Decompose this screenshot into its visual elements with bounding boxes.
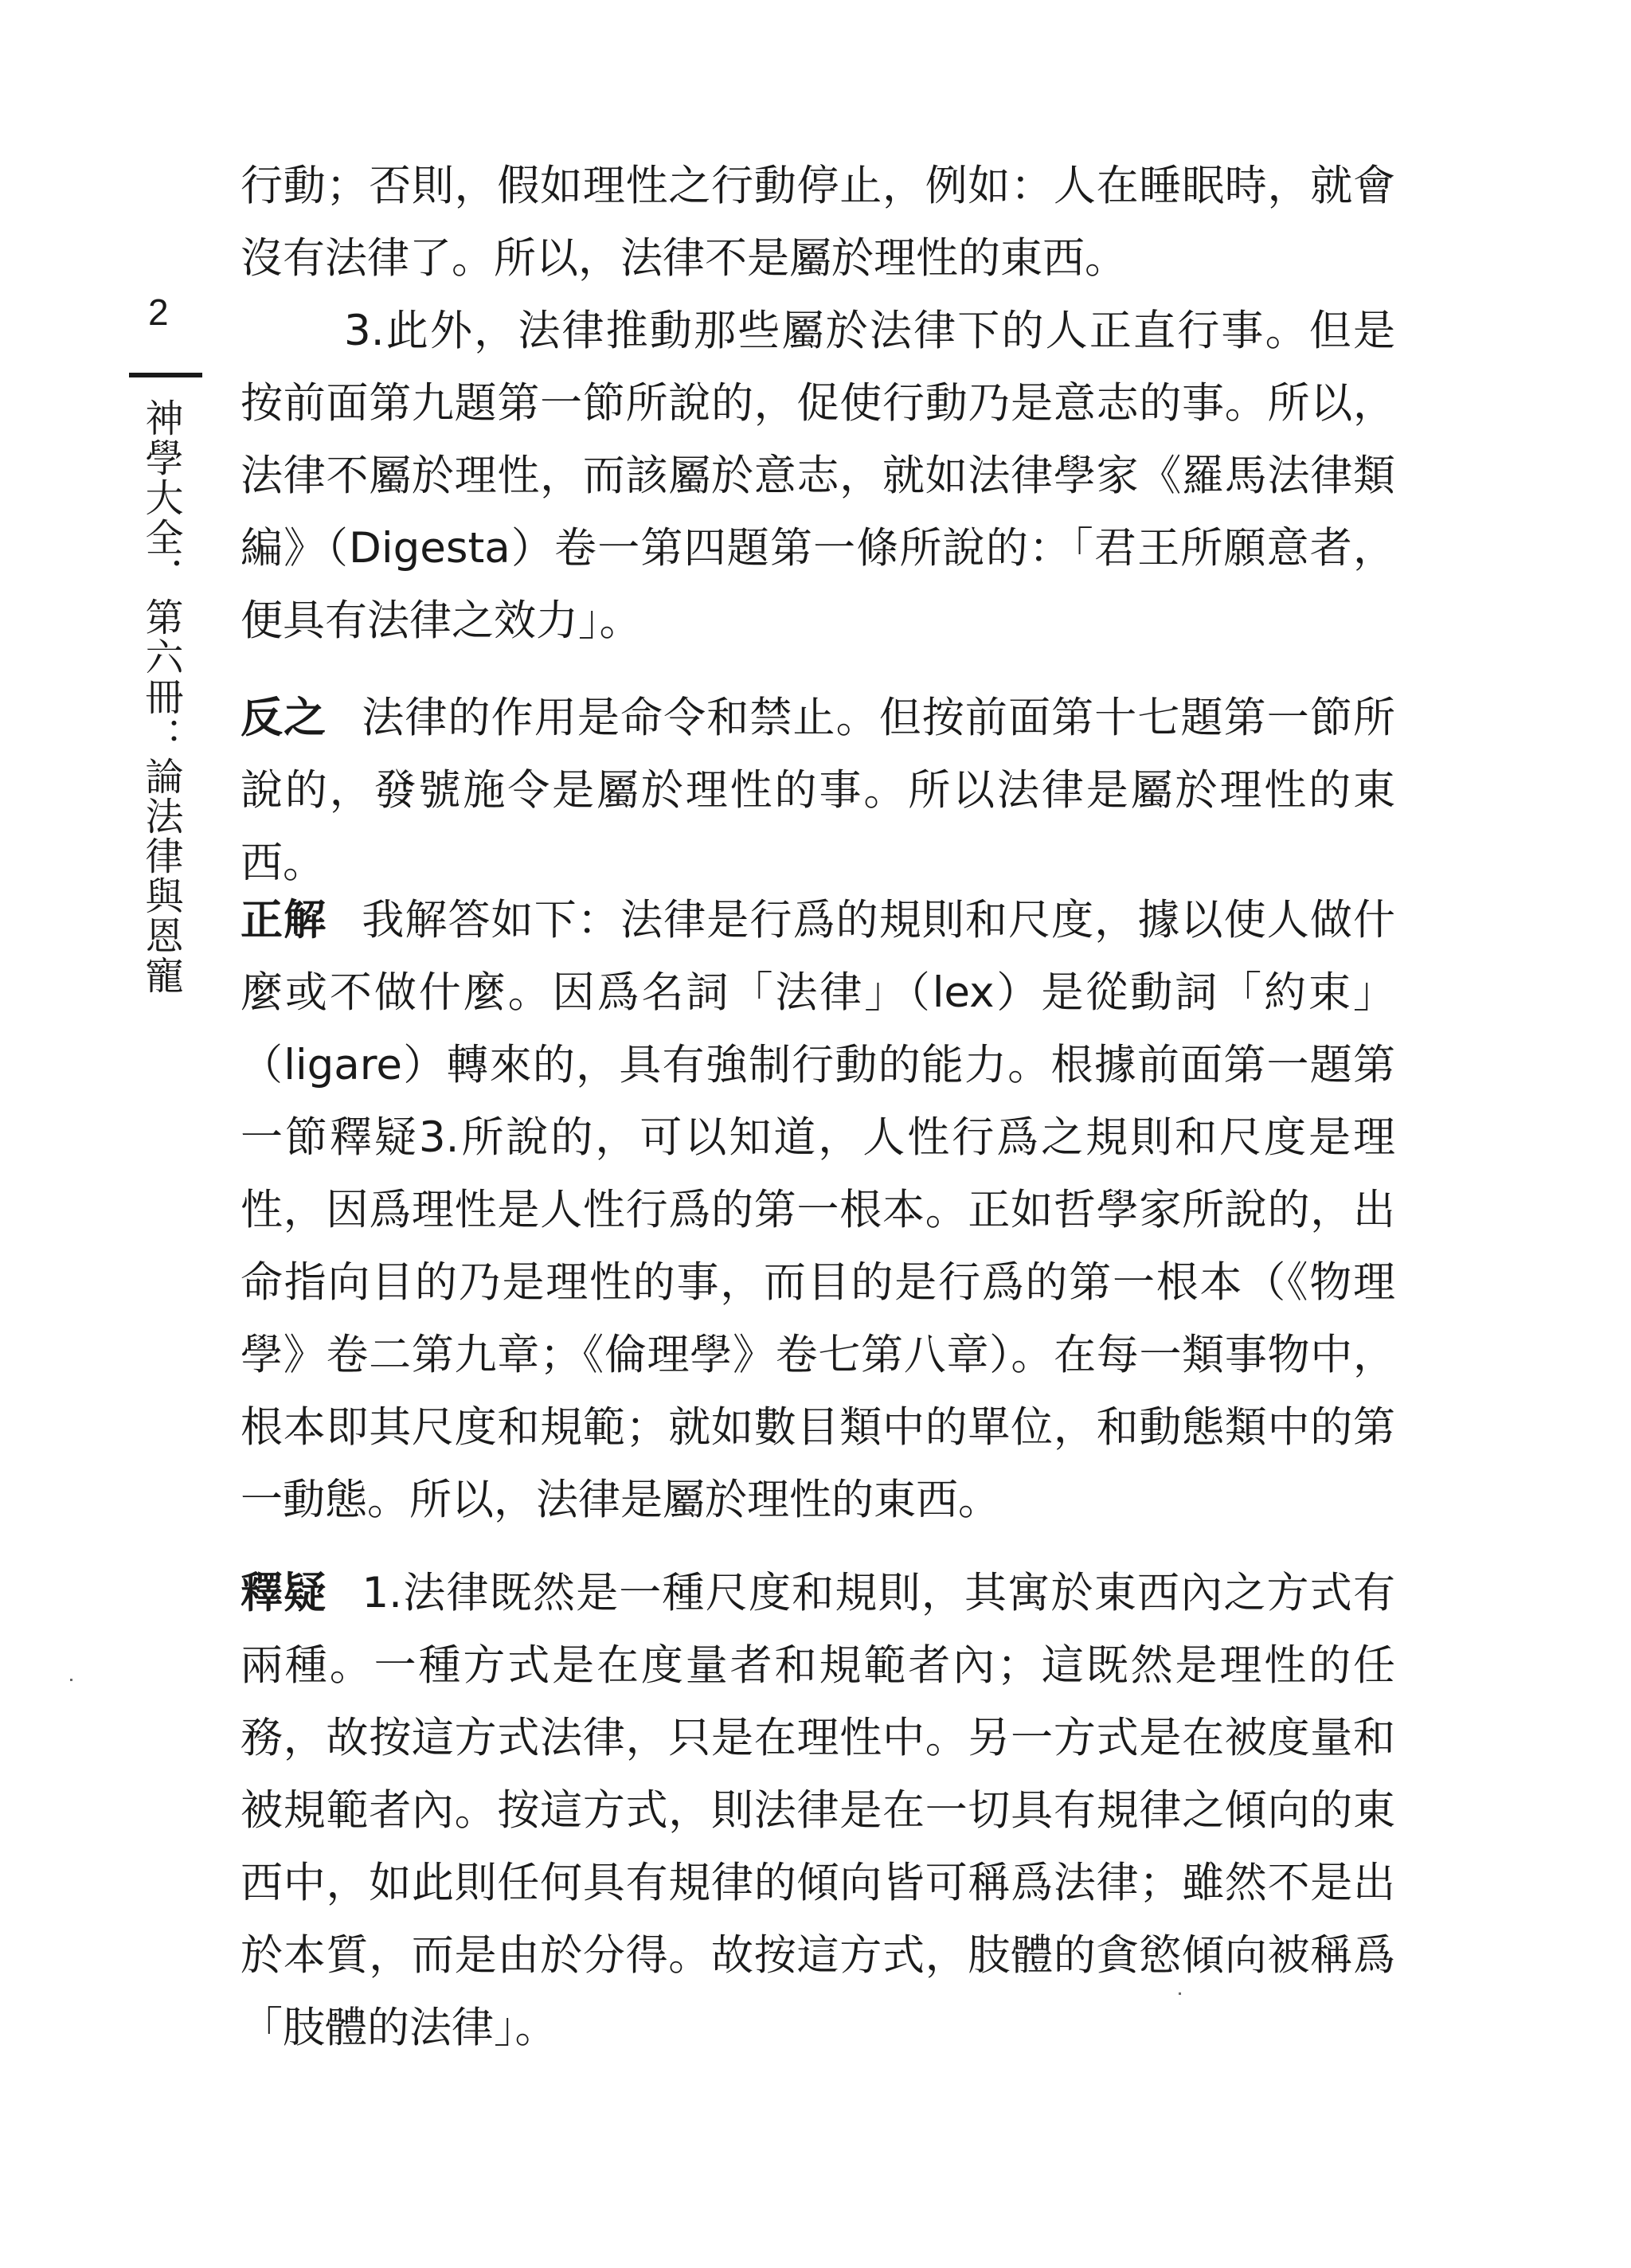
respondeo-text: 我解答如下：法律是行爲的規則和尺度，據以使人做什麼或不做什麼。因爲名詞「法律」（lex）是從動詞「約束」（ligare）轉來的，具有強制行動的能力。根據前面第一題第一節釋疑3.所說的，可以知道，人性行爲之規則和尺度是理性，因爲理性是人性行爲的第一根本。正如哲學家所說的，出命指向目的乃是理性的事，而目的是行爲的第一根本（《物理學》卷二第九章；《倫理學》卷七第八章）。在每一類事物中，根本即其尺度和規範；就如數目類中的單位，和動態類中的第一動態。所以，法律是屬於理性的東西。 <box>241 896 1396 1524</box>
paragraph-respondeo <box>241 884 1395 1536</box>
scan-speck <box>70 1679 72 1681</box>
reply-text: 1.法律既然是一種尺度和規則，其寓於東西內之方式有兩種。一種方式是在度量者和規範者內；這既然是理性的任務，故按這方式法律，只是在理性中。另一方式是在被度量和被規範者內。按這方式，則法律是在一切具有規律之傾向的東西中，如此則任何具有規律的傾向皆可稱爲法律；雖然不是出於本質，而是由於分得。故按這方式，肢體的貪慾傾向被稱爲「肢體的法律」。 <box>241 1569 1395 2052</box>
running-title: 神學大全．第六冊：論法律與恩寵 <box>139 398 183 995</box>
paragraph-sed-contra <box>241 682 1395 899</box>
reply-label: 釋疑 <box>241 1569 327 1617</box>
paragraph-continuation: 行動；否則，假如理性之行動停止，例如：人在睡眠時，就會沒有法律了。所以，法律不是屬於理性的東西。 <box>241 162 1395 283</box>
scan-speck <box>1179 1992 1181 1995</box>
sed-contra-label: 反之 <box>241 694 327 742</box>
paragraph-objection-3: 3.此外，法律推動那些屬於法律下的人正直行事。但是按前面第九題第一節所說的，促使行動乃是意志的事。所以，法律不屬於理性，而該屬於意志，就如法律學家《羅馬法律類編》（Digesta）卷一第四題第一條所說的：「君王所願意者，便具有法律之效力」。 <box>241 307 1395 645</box>
running-title-dash <box>129 373 202 377</box>
sed-contra-text: 法律的作用是命令和禁止。但按前面第十七題第一節所說的，發號施令是屬於理性的事。所以法律是屬於理性的東西。 <box>241 694 1396 887</box>
paragraph-reply-1 <box>241 1557 1395 2064</box>
respondeo-label: 正解 <box>241 896 327 944</box>
page-number: 2 <box>148 291 169 333</box>
